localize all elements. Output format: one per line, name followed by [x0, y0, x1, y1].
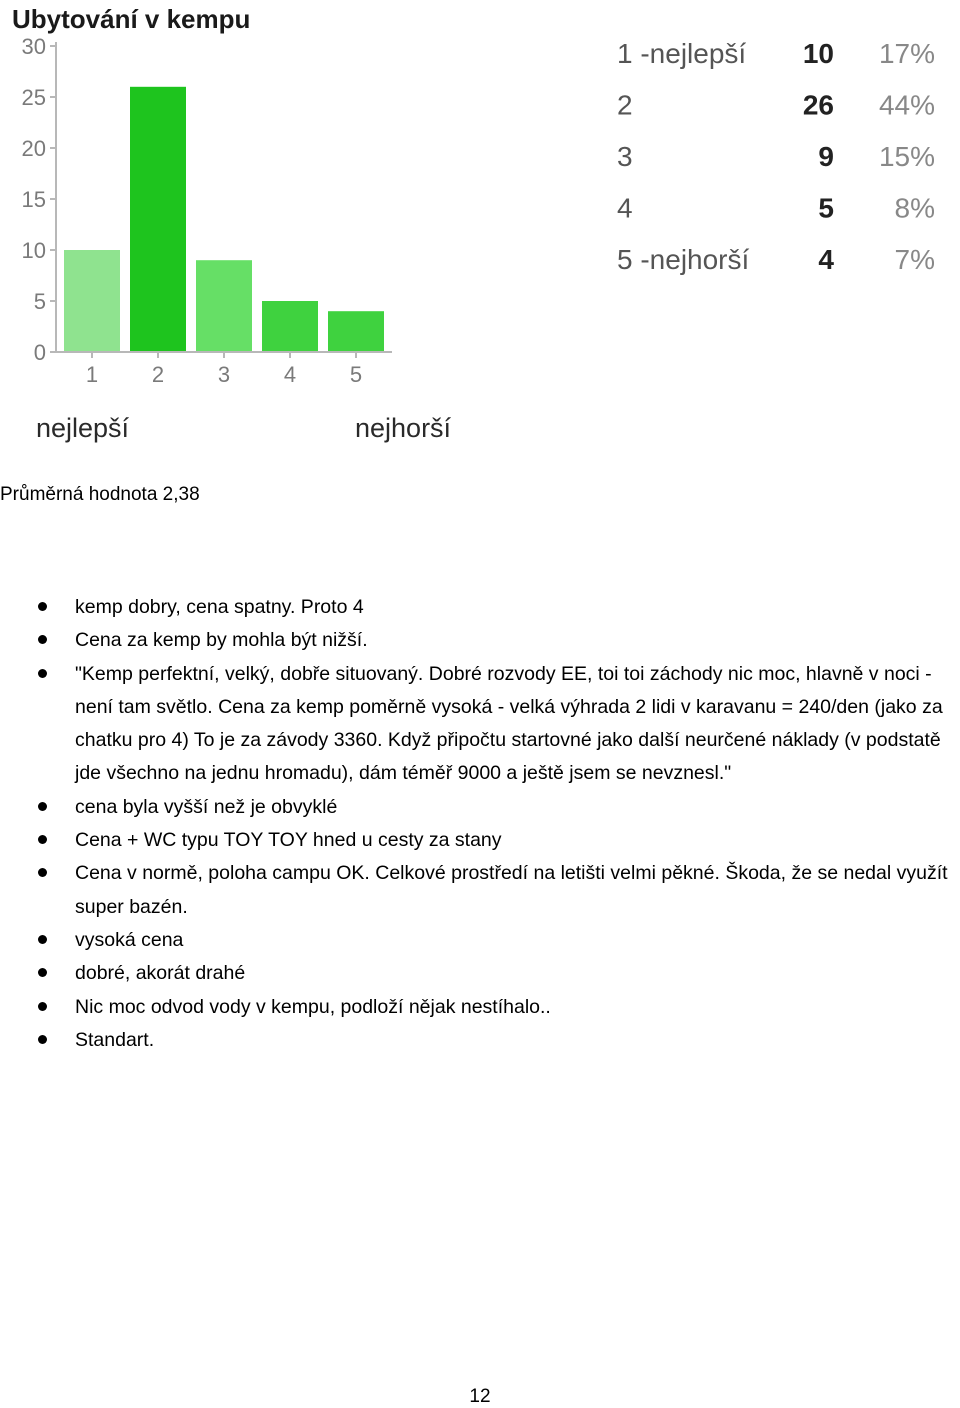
comment-item: cena byla vyšší než je obvyklé [0, 791, 960, 824]
comment-item: kemp dobry, cena spatny. Proto 4 [0, 591, 960, 624]
y-tick-label: 5 [33, 289, 46, 314]
y-tick-label: 25 [21, 85, 46, 110]
y-tick-label: 30 [21, 34, 46, 59]
comment-item: Nic moc odvod vody v kempu, podloží nějak nestíhalo.. [0, 991, 960, 1024]
chart-title: Ubytování v kempu [12, 4, 251, 34]
x-tick-label: 1 [85, 362, 99, 387]
legend-percent: 8% [894, 192, 935, 224]
legend-percent: 15% [878, 141, 935, 172]
legend-row [617, 244, 935, 275]
comment-item: Cena v normě, poloha campu OK. Celkové prostředí na letišti velmi pěkné. Škoda, že se nedal využít super bazén. [0, 857, 960, 924]
legend-row [617, 38, 935, 69]
legend-percent: 44% [878, 89, 935, 121]
legend-label: 2 [617, 89, 633, 121]
chart-canvas [0, 0, 960, 450]
comment-item: "Kemp perfektní, velký, dobře situovaný. Dobré rozvody EE, toi toi záchody nic moc, hlavně v noci - není tam světlo. Cena za kemp poměrně vysoká - velká výhrada 2 lidi v karavanu = 240/den (jako za chatku pro 4) To je za závody 3360. Když připočtu startovné jako další neurčené náklady (v podstatě jde všechno na jednu hromadu), dám téměř 9000 a ještě jsem se nevznesl." [0, 658, 960, 791]
x-tick-label: 3 [217, 362, 231, 387]
y-tick-label: 15 [21, 187, 46, 212]
comment-item: dobré, akorát drahé [0, 957, 960, 990]
legend-row [617, 141, 935, 172]
page-number: 12 [469, 1386, 491, 1407]
legend-row [617, 90, 935, 121]
comment-item: Cena za kemp by mohla být nižší. [0, 624, 960, 657]
y-tick-label: 0 [33, 340, 46, 365]
bar-2 [130, 87, 186, 352]
legend-label: 3 [617, 141, 633, 172]
x-label-best: nejlepší [36, 413, 130, 443]
comment-item: vysoká cena [0, 924, 960, 957]
comment-list [0, 591, 960, 1057]
legend-count: 26 [802, 89, 834, 121]
x-tick-label: 5 [349, 362, 363, 387]
y-tick-label: 20 [21, 136, 46, 161]
legend-count: 9 [818, 141, 834, 172]
legend-label: 5 -nejhorší [617, 244, 750, 275]
y-tick-label: 10 [21, 238, 46, 263]
legend-percent: 7% [894, 244, 935, 275]
x-axis [56, 352, 392, 387]
legend-label: 4 [617, 192, 633, 224]
x-label-worst: nejhorší [355, 413, 452, 443]
comment-item: Standart. [0, 1024, 960, 1057]
legend-count: 5 [818, 192, 834, 224]
bar-1 [64, 250, 120, 352]
x-tick-label: 4 [283, 362, 297, 387]
legend-count: 10 [802, 38, 834, 69]
legend-row [617, 193, 935, 224]
bar-4 [262, 301, 318, 352]
x-tick-label: 2 [151, 362, 165, 387]
legend-count: 4 [818, 244, 834, 275]
comment-item: Cena + WC typu TOY TOY hned u cesty za stany [0, 824, 960, 857]
bar-5 [328, 311, 384, 352]
legend-label: 1 -nejlepší [617, 38, 747, 69]
y-axis [22, 34, 56, 365]
bar-3 [196, 260, 252, 352]
average-value: Průměrná hodnota 2,38 [0, 484, 200, 505]
bars [64, 87, 384, 352]
rating-chart [0, 0, 960, 450]
legend-table [617, 38, 935, 275]
legend-percent: 17% [878, 38, 935, 69]
